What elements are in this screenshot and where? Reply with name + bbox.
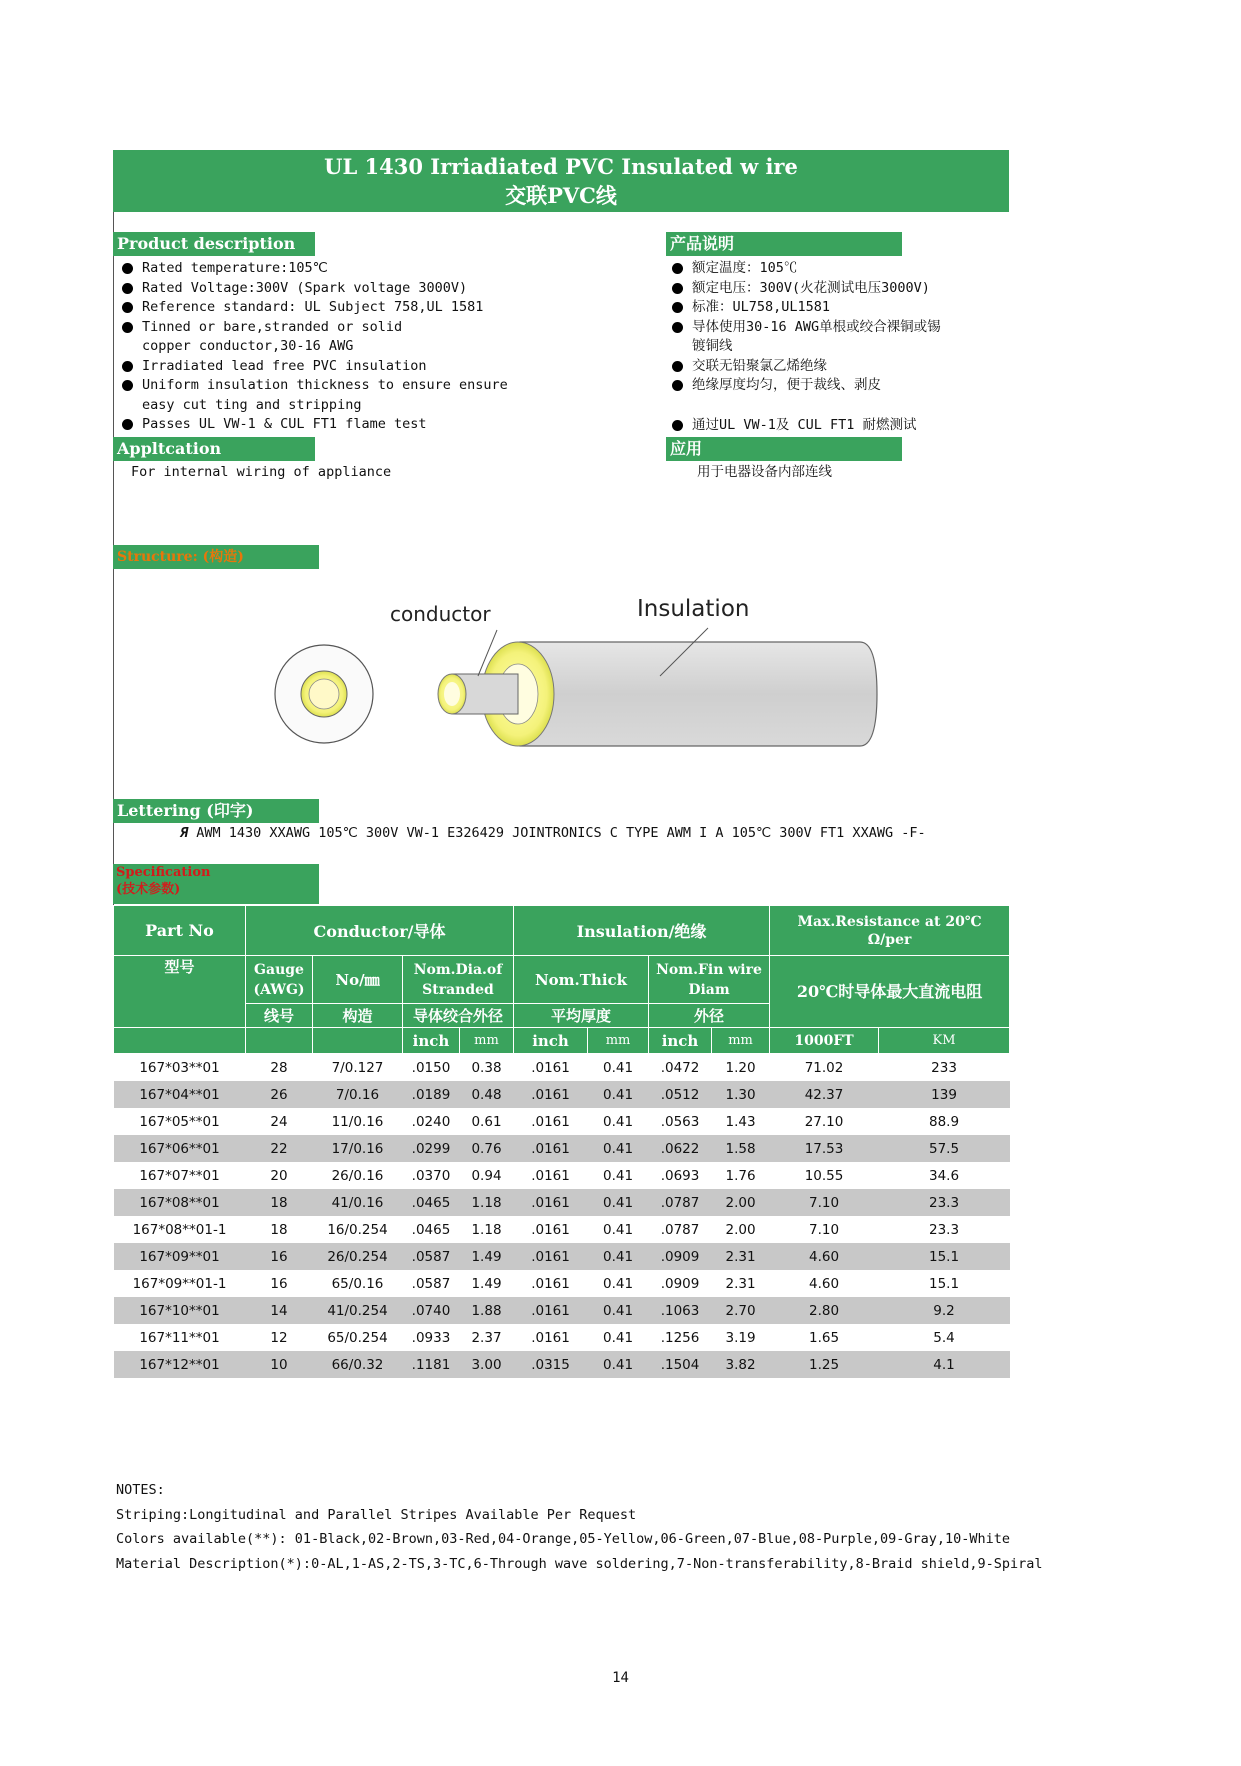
table-cell: 26/0.16	[331, 1167, 384, 1184]
notes-material: Material Description(*):0-AL,1-AS,2-TS,3-TC,6-Through wave soldering,7-Non-transferability,8-Braid shield,9-Spiral	[116, 1555, 1043, 1572]
no-zh-header: 构造	[313, 1004, 403, 1028]
table-cell: 1.18	[471, 1221, 502, 1238]
table-cell: 28	[270, 1059, 288, 1076]
table-cell: .0787	[649, 1189, 712, 1216]
table-cell: 10.55	[804, 1167, 844, 1184]
table-row	[114, 1216, 1010, 1243]
blank-header-cell	[114, 1004, 246, 1028]
table-cell: 167*08**01	[114, 1189, 246, 1216]
list-item: Rated temperature:105℃	[116, 259, 516, 279]
lettering-heading: Lettering (印字)	[113, 799, 319, 823]
table-cell: 3.00	[460, 1351, 514, 1378]
table-cell: 4.60	[809, 1275, 840, 1292]
nom-thick-zh-header: 平均厚度	[514, 1004, 649, 1028]
application-zh-heading: 应用	[666, 437, 902, 461]
ul-recognized-mark-icon: Я	[180, 825, 189, 841]
table-row	[114, 1351, 1010, 1378]
table-cell: 41/0.16	[313, 1189, 403, 1216]
part-no-header: Part No	[114, 906, 246, 956]
list-item: 额定电压：300V(火花测试电压3000V)	[666, 279, 966, 299]
table-cell: .0465	[403, 1189, 460, 1216]
insulation-label: Insulation	[637, 596, 750, 622]
unit-km: KM	[879, 1028, 1010, 1054]
table-cell: 66/0.32	[313, 1351, 403, 1378]
table-cell: .0909	[660, 1275, 700, 1292]
lettering-text: AWM 1430 XXAWG 105℃ 300V VW-1 E326429 JOINTRONICS C TYPE AWM I A 105℃ 300V FT1 XXAWG -F-	[196, 825, 926, 841]
nom-dia-zh-header: 导体绞合外径	[403, 1004, 514, 1028]
table-cell: 1.25	[770, 1351, 879, 1378]
table-cell: 1.20	[725, 1059, 756, 1076]
specification-heading-box	[113, 864, 319, 904]
table-cell: 22	[246, 1135, 313, 1162]
notes-colors: Colors available(**): 01-Black,02-Brown,03-Red,04-Orange,05-Yellow,06-Green,07-Blue,08-Purple,09-Gray,10-White	[116, 1531, 1011, 1547]
table-cell: .0787	[660, 1221, 700, 1238]
table-cell: 0.41	[588, 1081, 649, 1108]
table-cell: 167*12**01	[114, 1351, 246, 1378]
blank-header-cell	[246, 1028, 313, 1054]
list-item: 绝缘厚度均匀，便于裁线、剥皮	[666, 376, 966, 396]
list-item: 通过UL VW-1及 CUL FT1 耐燃测试	[666, 416, 966, 436]
table-cell: 0.41	[588, 1351, 649, 1378]
specification-rows	[114, 1054, 1010, 1379]
table-cell: 2.31	[712, 1243, 770, 1270]
table-cell: .0693	[660, 1167, 700, 1184]
table-cell: 18	[246, 1189, 313, 1216]
table-cell: 7.10	[809, 1221, 840, 1238]
gauge-header: Gauge (AWG)	[246, 956, 313, 1004]
table-cell: 167*10**01	[114, 1297, 246, 1324]
table-cell: 34.6	[929, 1167, 960, 1184]
table-cell: .0161	[531, 1221, 570, 1238]
table-cell: 1.58	[712, 1135, 770, 1162]
table-cell: 65/0.16	[331, 1275, 384, 1292]
unit-mm: mm	[588, 1028, 649, 1054]
table-cell: 2.00	[725, 1221, 756, 1238]
table-cell: 2.70	[712, 1297, 770, 1324]
table-cell: 1.76	[725, 1167, 756, 1184]
unit-mm: mm	[460, 1028, 514, 1054]
table-cell: 0.48	[460, 1081, 514, 1108]
table-cell: 3.82	[712, 1351, 770, 1378]
table-cell: .0161	[514, 1135, 588, 1162]
table-cell: 167*05**01	[139, 1113, 220, 1130]
table-cell: 16	[246, 1243, 313, 1270]
specification-heading-zh: (技术参数)	[116, 882, 181, 897]
list-item: 标准：UL758,UL1581	[666, 298, 966, 318]
table-cell: .0161	[531, 1329, 570, 1346]
table-cell: .0299	[403, 1135, 460, 1162]
notes-striping: Striping:Longitudinal and Parallel Stripes Available Per Request	[116, 1506, 637, 1523]
table-cell: 0.61	[471, 1113, 502, 1130]
table-row	[114, 1297, 1010, 1324]
nom-thick-header: Nom.Thick	[514, 956, 649, 1004]
structure-heading: Structure: (构造)	[113, 545, 319, 569]
table-cell: 10	[246, 1351, 313, 1378]
table-cell: 0.41	[602, 1221, 634, 1238]
fin-wire-zh-header: 外径	[649, 1004, 770, 1028]
unit-1000ft: 1000FT	[770, 1028, 879, 1054]
table-cell: 4.1	[879, 1351, 1010, 1378]
table-cell: 0.94	[471, 1167, 502, 1184]
unit-mm: mm	[712, 1028, 770, 1054]
table-cell: 88.9	[929, 1113, 960, 1130]
table-cell: 26/0.254	[313, 1243, 403, 1270]
table-cell: 71.02	[804, 1059, 844, 1076]
table-cell: 24	[270, 1113, 288, 1130]
table-cell: .0161	[514, 1189, 588, 1216]
title-banner	[113, 150, 1009, 212]
list-item: Passes UL VW-1 & CUL FT1 flame test	[116, 415, 516, 435]
table-cell: 167*07**01	[139, 1167, 220, 1184]
list-item: 交联无铅聚氯乙烯绝缘	[666, 357, 966, 377]
table-cell: 16	[270, 1275, 288, 1292]
table-cell: 9.2	[879, 1297, 1010, 1324]
table-cell: 23.3	[929, 1221, 960, 1238]
wire-structure-diagram	[260, 590, 910, 760]
table-cell: 167*09**01-1	[132, 1275, 227, 1292]
table-cell: 167*04**01	[114, 1081, 246, 1108]
table-cell: .0161	[531, 1167, 570, 1184]
table-cell: 18	[270, 1221, 288, 1238]
table-cell: .0622	[649, 1135, 712, 1162]
table-cell: 2.37	[471, 1329, 502, 1346]
specification-table	[113, 905, 1010, 1378]
list-item: Tinned or bare,stranded or solid copper conductor,30-16 AWG	[116, 318, 452, 357]
lettering-text-line	[180, 823, 926, 843]
list-item: Uniform insulation thickness to ensure ensure easy cut ting and stripping	[116, 376, 532, 415]
table-cell: .0161	[514, 1081, 588, 1108]
table-cell: 0.41	[602, 1167, 634, 1184]
table-cell: 23.3	[879, 1189, 1010, 1216]
product-description-zh-list	[666, 259, 966, 435]
notes-heading: NOTES:	[116, 1482, 165, 1498]
table-row	[114, 1162, 1010, 1189]
table-cell: 0.41	[588, 1189, 649, 1216]
table-cell: 17.53	[770, 1135, 879, 1162]
table-cell: 65/0.254	[327, 1329, 388, 1346]
table-cell: .0472	[660, 1059, 700, 1076]
list-item: 额定温度：105℃	[666, 259, 966, 279]
table-cell: 167*06**01	[114, 1135, 246, 1162]
table-cell: .1181	[403, 1351, 460, 1378]
table-cell: 0.38	[471, 1059, 502, 1076]
table-cell: 0.41	[588, 1297, 649, 1324]
table-cell: 0.41	[588, 1135, 649, 1162]
table-cell: 2.80	[770, 1297, 879, 1324]
table-cell: .0512	[649, 1081, 712, 1108]
conductor-label: conductor	[390, 602, 491, 626]
table-cell: 0.41	[602, 1275, 634, 1292]
nom-dia-header: Nom.Dia.of Stranded	[403, 956, 514, 1004]
resistance-zh-header: 20℃时导体最大直流电阻	[770, 956, 1010, 1028]
title-en: UL 1430 Irriadiated PVC Insulated w ire	[324, 154, 798, 179]
blank-header-cell	[313, 1028, 403, 1054]
table-cell: .1504	[649, 1351, 712, 1378]
insulation-header: Insulation/绝缘	[514, 906, 770, 956]
table-cell: .0161	[531, 1113, 570, 1130]
table-row	[114, 1054, 1010, 1082]
table-cell: 167*11**01	[139, 1329, 220, 1346]
wire-side-view-icon	[438, 642, 877, 746]
table-cell: 16/0.254	[327, 1221, 388, 1238]
table-cell: 0.41	[588, 1243, 649, 1270]
table-cell: .0161	[514, 1243, 588, 1270]
fin-wire-header: Nom.Fin wire Diam	[649, 956, 770, 1004]
table-cell: 1.18	[460, 1189, 514, 1216]
unit-inch: inch	[514, 1028, 588, 1054]
table-cell: .0161	[531, 1275, 570, 1292]
left-border-line	[113, 150, 114, 910]
table-cell: 1.65	[809, 1329, 840, 1346]
list-item: 导体使用30-16 AWG单根或绞合裸铜或锡镀铜线	[666, 318, 942, 357]
table-cell: 1.43	[725, 1113, 756, 1130]
table-cell: .0161	[531, 1059, 570, 1076]
table-cell: 42.37	[770, 1081, 879, 1108]
conductor-header: Conductor/导体	[246, 906, 514, 956]
no-mm-header: No/㎜	[313, 956, 403, 1004]
table-cell: .0189	[403, 1081, 460, 1108]
table-cell: 41/0.254	[313, 1297, 403, 1324]
table-cell: 57.5	[879, 1135, 1010, 1162]
table-cell: 139	[879, 1081, 1010, 1108]
product-description-heading: Product description	[113, 232, 315, 256]
part-no-zh-header: 型号	[114, 956, 246, 1004]
table-cell: 167*03**01	[139, 1059, 220, 1076]
table-cell: 0.41	[602, 1113, 634, 1130]
table-cell: 11/0.16	[331, 1113, 384, 1130]
specification-heading: Specification	[116, 865, 211, 880]
page-number: 14	[612, 1670, 629, 1686]
table-cell: .0587	[403, 1243, 460, 1270]
table-cell: 0.41	[602, 1329, 634, 1346]
gauge-zh-header: 线号	[246, 1004, 313, 1028]
application-zh-text: 用于电器设备内部连线	[697, 464, 832, 480]
table-cell: 20	[270, 1167, 288, 1184]
table-row	[114, 1108, 1010, 1135]
table-row	[114, 1324, 1010, 1351]
table-cell: 233	[931, 1059, 957, 1076]
table-cell: 15.1	[929, 1275, 960, 1292]
list-item: Rated Voltage:300V (Spark voltage 3000V)	[116, 279, 516, 299]
table-cell: 26	[246, 1081, 313, 1108]
table-cell: 1.49	[460, 1243, 514, 1270]
table-cell: .1256	[660, 1329, 700, 1346]
table-cell: .0465	[411, 1221, 451, 1238]
table-cell: 27.10	[804, 1113, 844, 1130]
table-cell: .0740	[403, 1297, 460, 1324]
table-cell: 1.49	[471, 1275, 502, 1292]
title-zh: 交联PVC线	[505, 183, 617, 208]
table-row	[114, 1270, 1010, 1297]
table-cell: 17/0.16	[313, 1135, 403, 1162]
table-cell: 1.30	[712, 1081, 770, 1108]
table-cell: 12	[270, 1329, 288, 1346]
product-description-zh-heading: 产品说明	[666, 232, 902, 256]
table-cell: 0.41	[602, 1059, 634, 1076]
application-text: For internal wiring of appliance	[131, 464, 392, 480]
table-cell: .0909	[649, 1243, 712, 1270]
unit-inch: inch	[649, 1028, 712, 1054]
cross-section-icon	[275, 645, 373, 743]
blank-header-cell	[114, 1028, 246, 1054]
table-cell: .0240	[411, 1113, 451, 1130]
notes-block	[116, 1478, 1043, 1576]
table-cell: 0.76	[460, 1135, 514, 1162]
table-row	[114, 1081, 1010, 1108]
table-cell: .0933	[411, 1329, 451, 1346]
unit-inch: inch	[403, 1028, 460, 1054]
table-cell: .0587	[411, 1275, 451, 1292]
table-row	[114, 1189, 1010, 1216]
application-heading: Appltcation	[113, 437, 315, 461]
table-cell: 14	[246, 1297, 313, 1324]
table-row	[114, 1243, 1010, 1270]
table-cell: .0315	[514, 1351, 588, 1378]
table-cell: 3.19	[725, 1329, 756, 1346]
table-cell: 2.00	[712, 1189, 770, 1216]
product-description-list	[116, 259, 516, 435]
table-cell: 7.10	[770, 1189, 879, 1216]
table-cell: 15.1	[879, 1243, 1010, 1270]
table-cell: 167*08**01-1	[132, 1221, 227, 1238]
max-resistance-header: Max.Resistance at 20℃ Ω/per	[770, 906, 1010, 956]
table-cell: 167*09**01	[114, 1243, 246, 1270]
table-cell: .1063	[649, 1297, 712, 1324]
list-item: Reference standard: UL Subject 758,UL 1581	[116, 298, 516, 318]
table-row	[114, 1135, 1010, 1162]
list-item: Irradiated lead free PVC insulation	[116, 357, 516, 377]
table-cell: 4.60	[770, 1243, 879, 1270]
table-cell: .0370	[411, 1167, 451, 1184]
table-cell: 5.4	[933, 1329, 955, 1346]
table-cell: .0161	[514, 1297, 588, 1324]
table-cell: 1.88	[460, 1297, 514, 1324]
table-cell: .0563	[660, 1113, 700, 1130]
table-cell: 7/0.16	[313, 1081, 403, 1108]
table-cell: .0150	[411, 1059, 451, 1076]
table-cell: 7/0.127	[331, 1059, 384, 1076]
table-cell: 2.31	[725, 1275, 756, 1292]
